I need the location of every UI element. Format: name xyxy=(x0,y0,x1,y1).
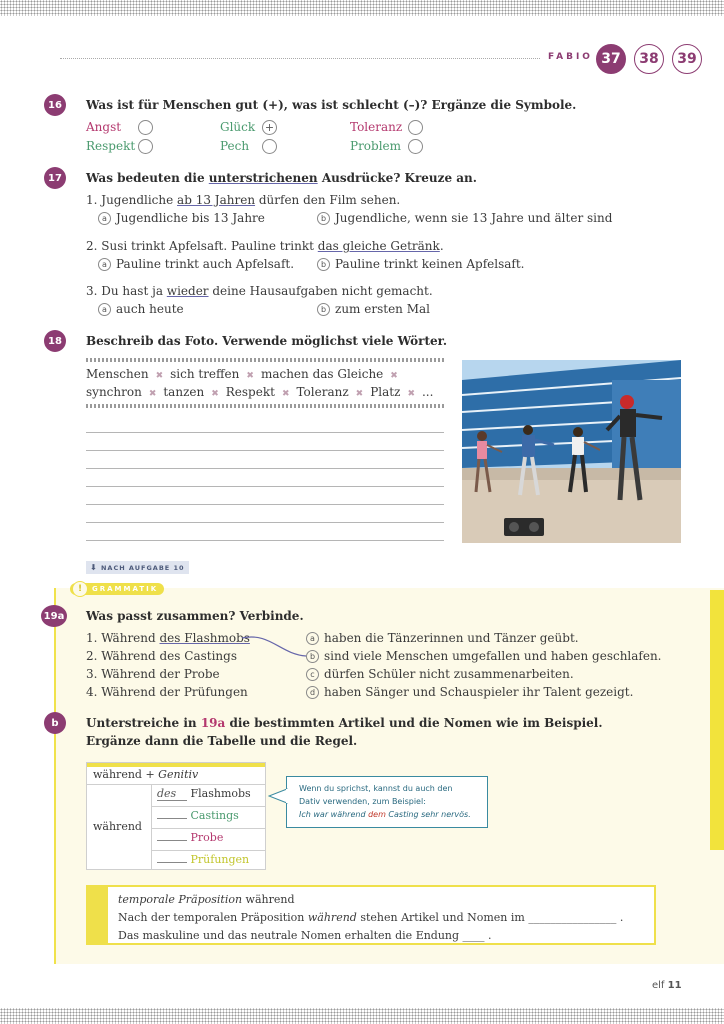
option-letter-d: d xyxy=(306,686,319,699)
table-row-2[interactable]: Castings xyxy=(157,809,239,822)
grammar-label: GRAMMATIK xyxy=(70,583,164,595)
after-task-tag: ⬇ NACH AUFGABE 10 xyxy=(86,561,189,574)
table-divider xyxy=(151,850,265,851)
table-divider xyxy=(151,806,265,807)
option-2a[interactable]: a Pauline trinkt auch Apfelsaft. xyxy=(98,257,294,271)
match-right-c[interactable]: c dürfen Schüler nicht zusammenarbeiten. xyxy=(306,667,574,681)
exercise-19b-line-2: Ergänze dann die Tabelle und die Regel. xyxy=(86,734,358,748)
option-3b[interactable]: b zum ersten Mal xyxy=(317,302,430,316)
option-letter-a: a xyxy=(98,258,111,271)
table-header: während + Genitiv xyxy=(93,768,199,781)
word-pech: Pech xyxy=(220,139,250,153)
header-rule xyxy=(60,58,540,59)
option-letter-a: a xyxy=(306,632,319,645)
table-row-4[interactable]: Prüfungen xyxy=(157,853,249,866)
exercise-16-question: Was ist für Menschen gut (+), was ist schlecht (–)? Ergänze die Symbole. xyxy=(86,98,577,112)
rule-line-1[interactable]: Nach der temporalen Präposition während stehen Artikel und Nomen im ________________ . xyxy=(118,911,624,924)
option-letter-b: b xyxy=(317,303,330,316)
match-right-a[interactable]: a haben die Tänzerinnen und Tänzer geübt. xyxy=(306,631,579,645)
word-bank-top-border xyxy=(86,358,444,362)
option-letter-a: a xyxy=(98,212,111,225)
top-dot-border xyxy=(0,0,724,16)
tip-example: Ich war während dem Casting sehr nervös. xyxy=(299,810,471,819)
page-badge-37[interactable]: 37 xyxy=(596,44,626,74)
arrow-down-icon: ⬇ xyxy=(90,563,98,572)
option-letter-c: c xyxy=(306,668,319,681)
word-bank-row-2: synchron ✖ tanzen ✖ Respekt ✖ Toleranz ✖ Platz ✖ ... xyxy=(86,385,434,399)
exercise-17-item-1: 1. Jugendliche ab 13 Jahren dürfen den Film sehen. xyxy=(86,193,401,207)
match-left-4[interactable]: 4. Während der Prüfungen xyxy=(86,685,248,699)
symbol-box-glueck[interactable]: + xyxy=(262,120,277,135)
chapter-title: FABIO xyxy=(548,52,593,62)
symbol-box-respekt[interactable] xyxy=(138,139,153,154)
rule-line-2[interactable]: Das maskuline und das neutrale Nomen erhalten die Endung ____ . xyxy=(118,929,492,942)
writing-line[interactable] xyxy=(86,486,444,487)
match-left-3[interactable]: 3. Während der Probe xyxy=(86,667,220,681)
exercise-17-item-3: 3. Du hast ja wieder deine Hausaufgaben nicht gemacht. xyxy=(86,284,433,298)
connector-line xyxy=(240,630,310,660)
tip-line-1: Wenn du sprichst, kannst du auch den xyxy=(299,784,453,793)
dance-photo xyxy=(462,360,681,543)
option-letter-b: b xyxy=(306,650,319,663)
bottom-dot-border xyxy=(0,1008,724,1024)
tip-line-2: Dativ verwenden, zum Beispiel: xyxy=(299,797,426,806)
option-3a[interactable]: a auch heute xyxy=(98,302,184,316)
writing-line[interactable] xyxy=(86,432,444,433)
option-1a[interactable]: a Jugendliche bis 13 Jahre xyxy=(98,211,265,225)
info-icon: ! xyxy=(72,581,88,597)
option-2b[interactable]: b Pauline trinkt keinen Apfelsaft. xyxy=(317,257,524,271)
exercise-number-19a: 19a xyxy=(41,605,67,627)
exercise-number-17: 17 xyxy=(44,167,66,189)
word-toleranz: Toleranz xyxy=(350,120,403,134)
word-problem: Problem xyxy=(350,139,402,153)
table-row-3[interactable]: Probe xyxy=(157,831,223,844)
table-row-label: während xyxy=(93,820,142,833)
writing-line[interactable] xyxy=(86,468,444,469)
exercise-number-16: 16 xyxy=(44,94,66,116)
match-left-1[interactable]: 1. Während des Flashmobs xyxy=(86,631,250,645)
exercise-18-question: Beschreib das Foto. Verwende möglichst viele Wörter. xyxy=(86,334,448,348)
table-top-bar xyxy=(87,763,265,767)
word-respekt: Respekt xyxy=(86,139,136,153)
rule-title: temporale Präposition während xyxy=(118,893,295,906)
writing-line[interactable] xyxy=(86,540,444,541)
symbol-box-toleranz[interactable] xyxy=(408,120,423,135)
page-badge-38[interactable]: 38 xyxy=(634,44,664,74)
exercise-19a-question: Was passt zusammen? Verbinde. xyxy=(86,609,304,623)
match-right-b[interactable]: b sind viele Menschen umgefallen und haben geschlafen. xyxy=(306,649,662,663)
page-footer: elf 11 xyxy=(652,980,682,991)
option-letter-b: b xyxy=(317,258,330,271)
exercise-19b-line-1: Unterstreiche in 19a die bestimmten Artikel und die Nomen wie im Beispiel. xyxy=(86,716,603,730)
option-letter-b: b xyxy=(317,212,330,225)
match-left-2[interactable]: 2. Während des Castings xyxy=(86,649,237,663)
table-row-1[interactable]: des Flashmobs xyxy=(157,787,251,800)
grammar-rule-box xyxy=(86,885,656,945)
option-1b[interactable]: b Jugendliche, wenn sie 13 Jahre und älter sind xyxy=(317,211,612,225)
symbol-box-angst[interactable] xyxy=(138,120,153,135)
writing-line[interactable] xyxy=(86,504,444,505)
match-right-d[interactable]: d haben Sänger und Schauspieler ihr Talent gezeigt. xyxy=(306,685,633,699)
exercise-17-item-2: 2. Susi trinkt Apfelsaft. Pauline trinkt das gleiche Getränk. xyxy=(86,239,444,253)
genitive-table xyxy=(86,762,266,870)
table-divider xyxy=(151,784,152,870)
grammar-side-strip xyxy=(710,590,724,850)
exercise-17-question: Was bedeuten die unterstrichenen Ausdrücke? Kreuze an. xyxy=(86,171,477,185)
tip-note xyxy=(286,776,488,828)
exercise-number-19b: b xyxy=(44,712,66,734)
symbol-box-pech[interactable] xyxy=(262,139,277,154)
option-letter-a: a xyxy=(98,303,111,316)
word-glueck: Glück xyxy=(220,120,256,134)
symbol-box-problem[interactable] xyxy=(408,139,423,154)
word-angst: Angst xyxy=(86,120,122,134)
writing-line[interactable] xyxy=(86,450,444,451)
table-divider xyxy=(151,828,265,829)
table-divider xyxy=(87,784,265,785)
word-bank-bottom-border xyxy=(86,404,444,408)
tip-pointer xyxy=(268,788,288,804)
page-badge-39[interactable]: 39 xyxy=(672,44,702,74)
writing-line[interactable] xyxy=(86,522,444,523)
word-bank-row-1: Menschen ✖ sich treffen ✖ machen das Gleiche ✖ xyxy=(86,367,398,381)
exercise-number-18: 18 xyxy=(44,330,66,352)
